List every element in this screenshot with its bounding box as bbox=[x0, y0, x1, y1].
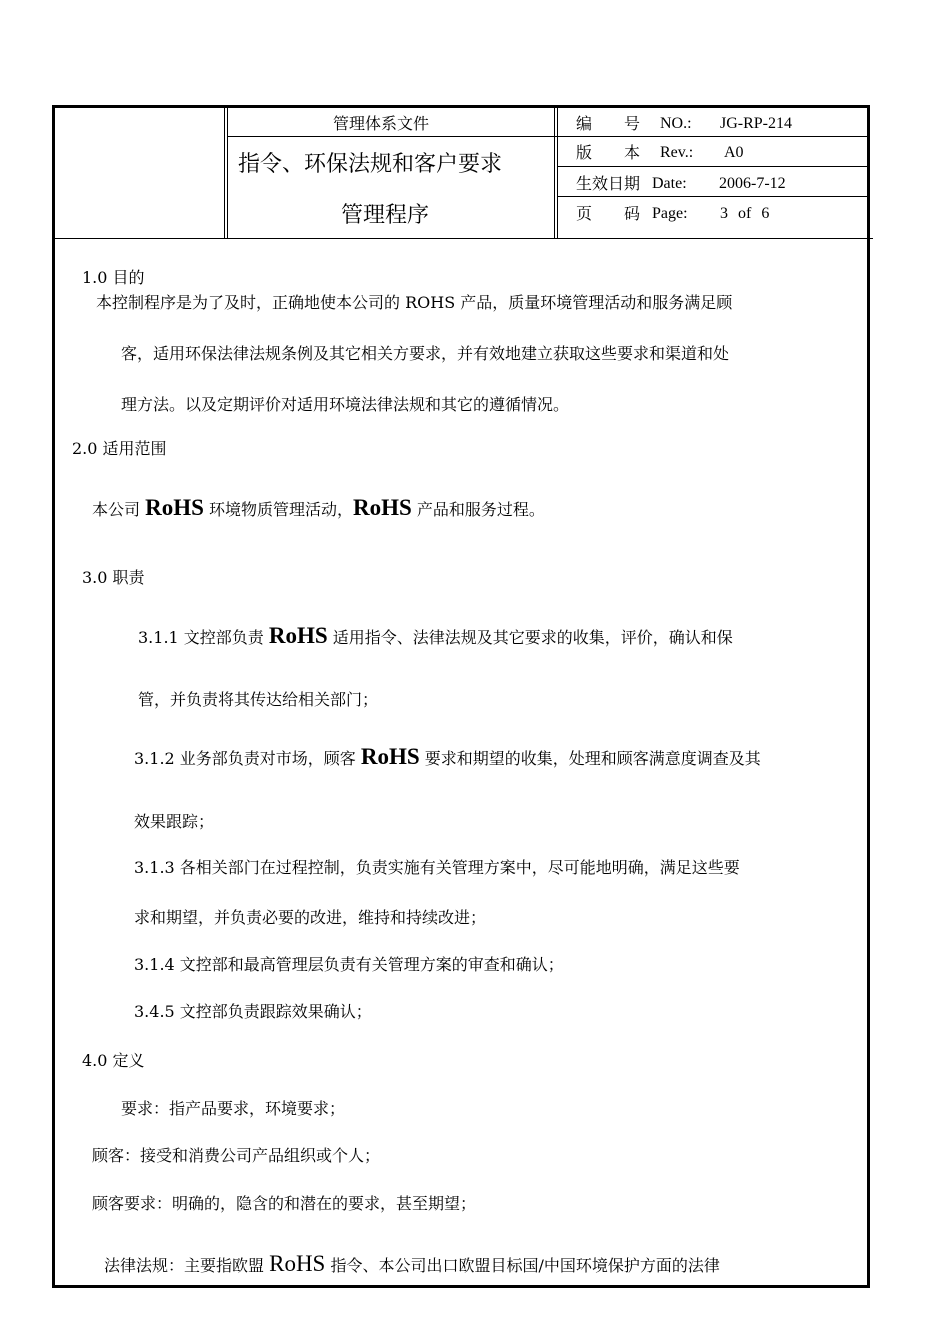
section-1-line1: 本控制程序是为了及时，正确地使本公司的 ROHS 产品，质量环境管理活动和服务满足顾 bbox=[96, 293, 733, 312]
section-4-heading: 4.0 定义 bbox=[82, 1051, 145, 1070]
definition-laws-a: 法律法规：主要指欧盟 bbox=[104, 1256, 265, 1275]
no-label-en: NO.: bbox=[660, 115, 692, 132]
item-3-1-2-a: 3.1.2 业务部负责对市场，顾客 bbox=[134, 749, 356, 768]
header-divider-info bbox=[554, 108, 555, 238]
doc-type: 管理体系文件 bbox=[333, 114, 430, 133]
header-line bbox=[227, 136, 557, 137]
effective-date: 2006-7-12 bbox=[719, 175, 786, 192]
definition-customer: 顾客：接受和消费公司产品组织或个人； bbox=[92, 1146, 381, 1165]
rohs-term: RoHS bbox=[269, 1251, 326, 1276]
item-3-1-2-b: 要求和期望的收集，处理和顾客满意度调查及其 bbox=[424, 749, 761, 768]
page-label: 页 码 bbox=[576, 204, 641, 223]
section-2-text-a: 本公司 bbox=[92, 500, 141, 519]
page-label-en: Page: bbox=[652, 205, 688, 222]
section-2-heading: 2.0 适用范围 bbox=[72, 439, 167, 458]
rev-label: 版 本 bbox=[576, 143, 641, 162]
doc-title-line1: 指令、环保法规和客户要求 bbox=[238, 152, 503, 177]
header-divider-info-double bbox=[557, 108, 558, 238]
definition-customer-requirement: 顾客要求：明确的，隐含的和潜在的要求，甚至期望； bbox=[92, 1194, 477, 1213]
section-1-heading: 1.0 目的 bbox=[82, 268, 145, 287]
section-2-text-b: 环境物质管理活动， bbox=[209, 500, 354, 519]
date-label-en: Date: bbox=[652, 175, 687, 192]
header-bottom-line bbox=[52, 238, 873, 239]
rohs-term: RoHS bbox=[353, 495, 412, 520]
definition-requirement: 要求：指产品要求，环境要求； bbox=[121, 1099, 346, 1118]
date-label: 生效日期 bbox=[576, 174, 641, 193]
definition-laws bbox=[104, 1251, 720, 1276]
header-divider-logo-double bbox=[227, 108, 228, 238]
page-number: 3 of 6 bbox=[720, 205, 770, 222]
rohs-term: RoHS bbox=[145, 495, 204, 520]
rohs-term: RoHS bbox=[360, 744, 420, 769]
header-line bbox=[557, 196, 870, 197]
item-3-1-2-line1 bbox=[134, 744, 761, 769]
header-line bbox=[557, 136, 870, 137]
item-3-1-1-line2: 管，并负责将其传达给相关部门； bbox=[138, 690, 379, 709]
section-3-heading: 3.0 职责 bbox=[82, 568, 145, 587]
no-label: 编 号 bbox=[576, 114, 641, 133]
doc-number: JG-RP-214 bbox=[720, 115, 793, 132]
item-3-1-1-line1 bbox=[138, 623, 733, 648]
item-3-1-1-b: 适用指令、法律法规及其它要求的收集，评价，确认和保 bbox=[332, 628, 733, 647]
section-1-line2: 客，适用环保法律法规条例及其它相关方要求，并有效地建立获取这些要求和渠道和处 bbox=[121, 344, 730, 363]
item-3-1-2-line2: 效果跟踪； bbox=[134, 812, 215, 831]
rohs-term: RoHS bbox=[268, 623, 328, 648]
section-1-line3: 理方法。以及定期评价对适用环境法律法规和其它的遵循情况。 bbox=[121, 395, 570, 414]
section-2-text bbox=[92, 495, 545, 520]
item-3-1-4: 3.1.4 文控部和最高管理层负责有关管理方案的审查和确认； bbox=[134, 955, 564, 974]
item-3-4-5: 3.4.5 文控部负责跟踪效果确认； bbox=[134, 1002, 372, 1021]
rev-label-en: Rev.: bbox=[660, 144, 694, 161]
definition-laws-b: 指令、本公司出口欧盟目标国/中国环境保护方面的法律 bbox=[330, 1256, 720, 1275]
item-3-1-3-line1: 3.1.3 各相关部门在过程控制，负责实施有关管理方案中，尽可能地明确，满足这些要 bbox=[134, 858, 740, 877]
header-line bbox=[557, 166, 870, 167]
item-3-1-1-a: 3.1.1 文控部负责 bbox=[138, 628, 264, 647]
header-divider-logo bbox=[224, 108, 225, 238]
item-3-1-3-line2: 求和期望，并负责必要的改进，维持和持续改进； bbox=[134, 908, 487, 927]
doc-title-line2: 管理程序 bbox=[341, 203, 430, 228]
rev-value: A0 bbox=[724, 144, 744, 161]
section-2-text-c: 产品和服务过程。 bbox=[416, 500, 545, 519]
